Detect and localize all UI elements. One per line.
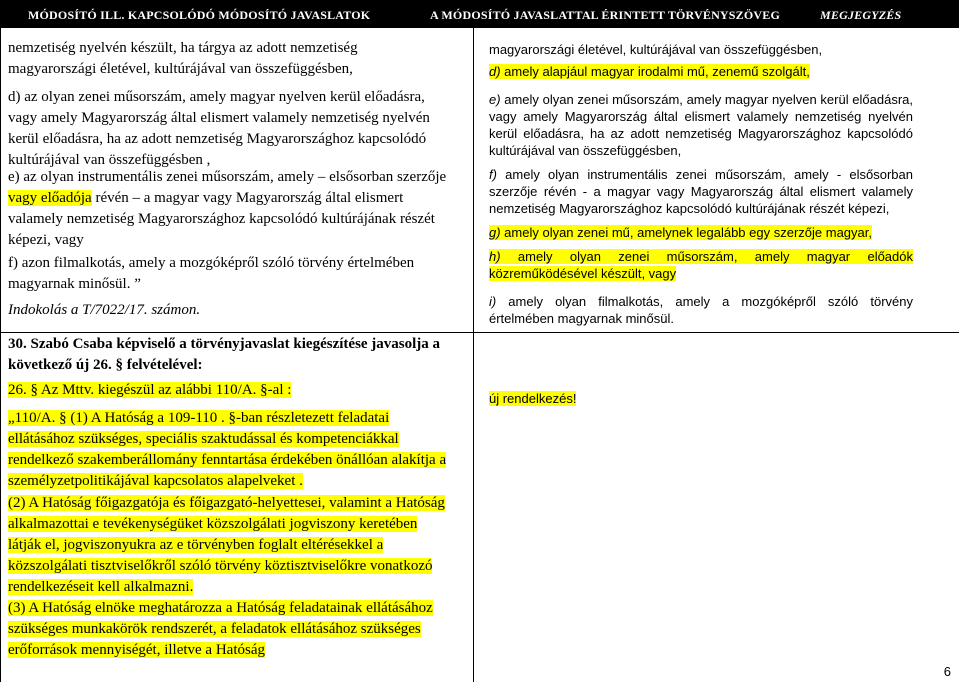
right-para-f-label: f)	[489, 167, 497, 182]
left-para-d: d) az olyan zenei műsorszám, amely magyar nyelven kerül előadásra, vagy amely Magyarország által elismert valamely nemzetiség nyelvén kerül előadásra, ha az adott nemzetiség Magyarországhoz kapcsolódó kultúrájával van összefüggésben ,	[8, 89, 430, 168]
page-number: 6	[943, 664, 951, 679]
right-para-d-text: amely alapjául magyar irodalmi mű, zenemű szolgált,	[500, 64, 810, 79]
right-para-g-label: g)	[489, 225, 501, 240]
right-para-1: magyarországi életével, kultúrájával van összefüggésben,	[489, 42, 823, 57]
right-para-i-label: i)	[489, 294, 497, 309]
right-para-h	[489, 248, 913, 282]
right-para-i-text: amely olyan filmalkotás, amely a mozgóképről szóló törvény értelmében magyarnak minősül.	[489, 294, 913, 326]
column-divider	[473, 28, 474, 682]
right-para-g-text: amely olyan zenei mű, amelynek legalább egy szerzője magyar,	[500, 225, 872, 240]
left-para-f: f) azon filmalkotás, amely a mozgóképről szóló törvény értelmében magyarnak minősül. ”	[8, 255, 415, 292]
section-110a-2	[8, 493, 448, 598]
right-para-g	[489, 224, 913, 241]
section-110a-3	[8, 598, 448, 661]
right-para-h-label: h)	[489, 249, 501, 264]
row-divider	[0, 332, 959, 333]
section-110a-1	[8, 408, 448, 492]
right-para-f-text: amely olyan instrumentális zenei műsorszám, amely - elsősorban szerzője révén - a magyar vagy Magyarország által elismert valamely nemzetiség Magyarországhoz kapcsolódó kultúrájának részét képezi,	[489, 167, 913, 216]
left-para-1: nemzetiség nyelvén készült, ha tárgya az adott nemzetiség magyarországi életével, kultúrájával van összefüggésben,	[8, 40, 358, 77]
right-para-e-text: amely olyan zenei műsorszám, amely magyar nyelven kerül előadásra, vagy amely Magyarország által elismert valamely nemzetiség nyelvén kerül előadásra, ha az adott nemzetiség Magyarországhoz kapcsolódó kultúrájával van összefüggésben,	[489, 92, 913, 158]
right-para-d-label: d)	[489, 64, 501, 79]
left-para-e	[8, 167, 448, 251]
left-border	[0, 28, 1, 682]
section-110a-2-text: (2) A Hatóság főigazgatója és főigazgató-helyettesei, valamint a Hatóság alkalmazottai e tevékenységüket közszolgálati jogviszony keretében látják el, jogviszonyukra az e törvényben foglalt eltérésekkel a közszolgálati tisztviselőkről szóló törvény köztisztviselőkre vonatkozó rendelkezéseit kell alkalmazni.	[8, 495, 445, 595]
justification: Indokolás a T/7022/17. számon.	[8, 302, 201, 318]
amendment-30-title: 30. Szabó Csaba képviselő a törvényjavaslat kiegészítése javasolja a következő új 26. § felvételével:	[8, 336, 441, 373]
header-amendments: MÓDOSÍTÓ ILL. KAPCSOLÓDÓ MÓDOSÍTÓ JAVASLATOK	[28, 8, 371, 22]
amendment-26	[8, 380, 448, 401]
header-notes: MEGJEGYZÉS	[820, 8, 902, 22]
new-provision-text: új rendelkezés!	[489, 391, 577, 406]
section-110a-3-text: (3) A Hatóság elnöke meghatározza a Hatóság feladatainak ellátásához szükséges munkakörök rendszerét, a feladatok ellátásához szükséges erőforrások mennyiségét, illetve a Hatóság	[8, 600, 433, 658]
right-para-f	[489, 166, 913, 217]
amendment-26-text: 26. § Az Mttv. kiegészül az alábbi 110/A. §-al :	[8, 382, 292, 398]
right-para-h-text: amely olyan zenei műsorszám, amely magyar előadók közreműködésével készült, vagy	[489, 249, 913, 281]
section-110a-1-text: „110/A. § (1) A Hatóság a 109-110 . §-ban részletezett feladatai ellátásához szükséges, speciális szaktudással és kompetenciákkal rendelkező szakemberállomány fenntartása érdekében önállóan alakítja a személyzetpolitikájával kapcsolatos alapelveket .	[8, 410, 447, 489]
right-para-e-label: e)	[489, 92, 501, 107]
header-affected-text: A MÓDOSÍTÓ JAVASLATTAL ÉRINTETT TÖRVÉNYSZÖVEG	[430, 8, 781, 22]
right-para-i	[489, 293, 913, 327]
new-provision-note	[489, 390, 913, 407]
right-para-e	[489, 91, 913, 159]
right-para-d	[489, 63, 913, 80]
left-para-e-text1: e) az olyan instrumentális zenei műsorszám, amely – elsősorban szerzője	[8, 169, 447, 185]
table-header	[0, 0, 959, 28]
left-para-e-text2: révén – a magyar vagy Magyarország által elismert valamely nemzetiség Magyarországhoz kapcsolódó kultúrájának részét képezi, vagy	[8, 190, 435, 248]
left-para-e-highlight: vagy előadója	[8, 190, 92, 206]
